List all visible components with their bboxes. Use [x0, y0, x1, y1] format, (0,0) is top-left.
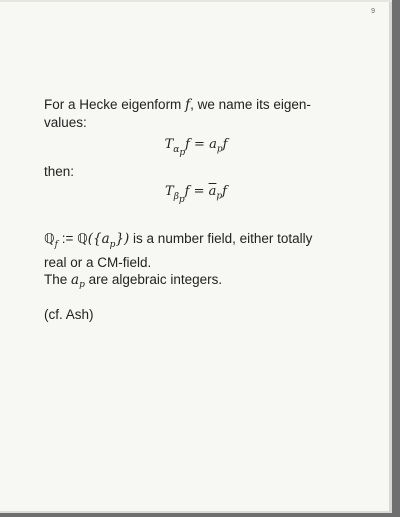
paragraph-intro-line2: values:	[44, 115, 87, 130]
var-f: f	[185, 97, 191, 113]
citation: (cf. Ash)	[44, 307, 94, 322]
scan-edge	[0, 0, 392, 2]
page-number: 9	[371, 8, 375, 15]
then-label: then:	[44, 164, 75, 179]
equation-2: $T_{\beta_p}f = \overline{a}_pf$	[165, 184, 227, 205]
equation-1: $T_{\alpha_p}f = a_pf$	[164, 137, 228, 158]
paragraph-field: ℚ$_f$ := $ℚ(\{a_p\})$ is a number field, either totally real or a CM-field. The $a_p$ are algebraic integers.	[44, 231, 313, 291]
paragraph-intro: For a Hecke eigenform f, we name its eigen- values:	[44, 97, 311, 130]
